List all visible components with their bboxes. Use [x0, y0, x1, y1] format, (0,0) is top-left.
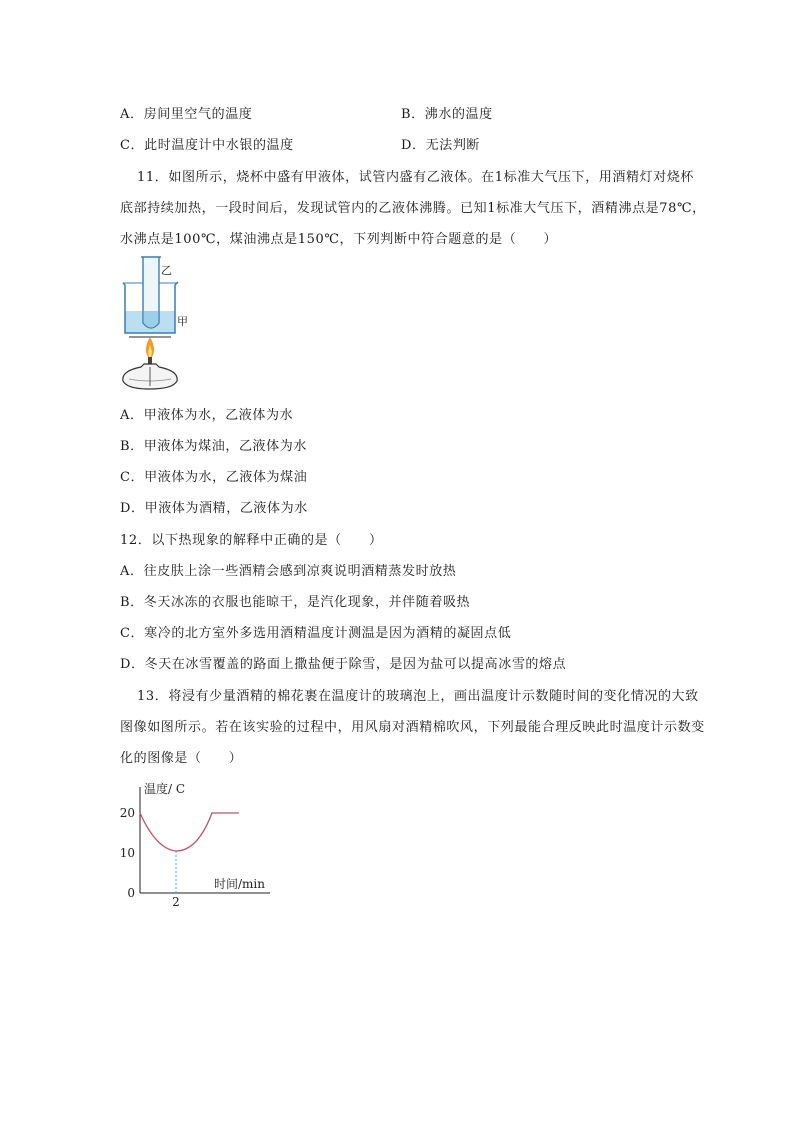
q13-stem-line-2: 图像如图所示。若在该实验的过程中，用风扇对酒精棉吹风，下列最能合理反映此时温度计示数变 — [120, 720, 705, 735]
q10-option-c: C．此时温度计中水银的温度 — [120, 138, 294, 153]
q12-option-b: B．冬天冰冻的衣服也能晾干，是汽化现象，并伴随着吸热 — [120, 595, 471, 610]
tube-label: 乙 — [161, 264, 172, 277]
temperature-time-chart — [110, 775, 290, 910]
q11-stem-line-1: 11．如图所示，烧杯中盛有甲液体，试管内盛有乙液体。在1标准大气压下，用酒精灯对烧杯 — [137, 170, 695, 185]
q12-option-c: C．寒冷的北方室外多选用酒精温度计测温是因为酒精的凝固点低 — [120, 626, 512, 641]
q11-option-d: D．甲液体为酒精，乙液体为水 — [120, 501, 308, 516]
q10-option-a: A．房间里空气的温度 — [120, 107, 253, 122]
beaker-label: 甲 — [177, 315, 188, 328]
y-axis-label: 温度/ C — [144, 782, 186, 796]
temperature-curve — [140, 813, 239, 851]
x-axis-label: 时间/min — [214, 877, 265, 891]
q13-stem-line-3: 化的图像是（ ） — [120, 751, 243, 766]
q11-stem-line-3: 水沸点是100℃，煤油沸点是150℃，下列判断中符合题意的是（ ） — [120, 232, 558, 247]
q11-option-a: A．甲液体为水，乙液体为水 — [120, 408, 294, 423]
x-tick-label: 2 — [172, 895, 180, 909]
q10-option-d: D．无法判断 — [401, 138, 481, 153]
y-tick-label: 20 — [119, 806, 135, 820]
q12-option-d: D．冬天在冰雪覆盖的路面上撒盐便于除雪，是因为盐可以提高冰雪的熔点 — [120, 657, 567, 672]
y-tick-label: 0 — [127, 886, 135, 900]
y-tick-label: 10 — [119, 846, 135, 860]
q11-option-b: B．甲液体为煤油，乙液体为水 — [120, 439, 307, 454]
q12-stem: 12．以下热现象的解释中正确的是（ ） — [120, 533, 383, 548]
q11-stem-line-2: 底部持续加热，一段时间后，发现试管内的乙液体沸腾。已知1标准大气压下，酒精沸点是78℃， — [120, 201, 706, 216]
q12-option-a: A．往皮肤上涂一些酒精会感到凉爽说明酒精蒸发时放热 — [120, 564, 457, 579]
apparatus-figure — [115, 253, 195, 393]
q11-option-c: C．甲液体为水，乙液体为煤油 — [120, 470, 308, 485]
q10-option-b: B．沸水的温度 — [401, 107, 493, 122]
q13-stem-line-1: 13．将浸有少量酒精的棉花裹在温度计的玻璃泡上，画出温度计示数随时间的变化情况的大致 — [137, 689, 699, 704]
